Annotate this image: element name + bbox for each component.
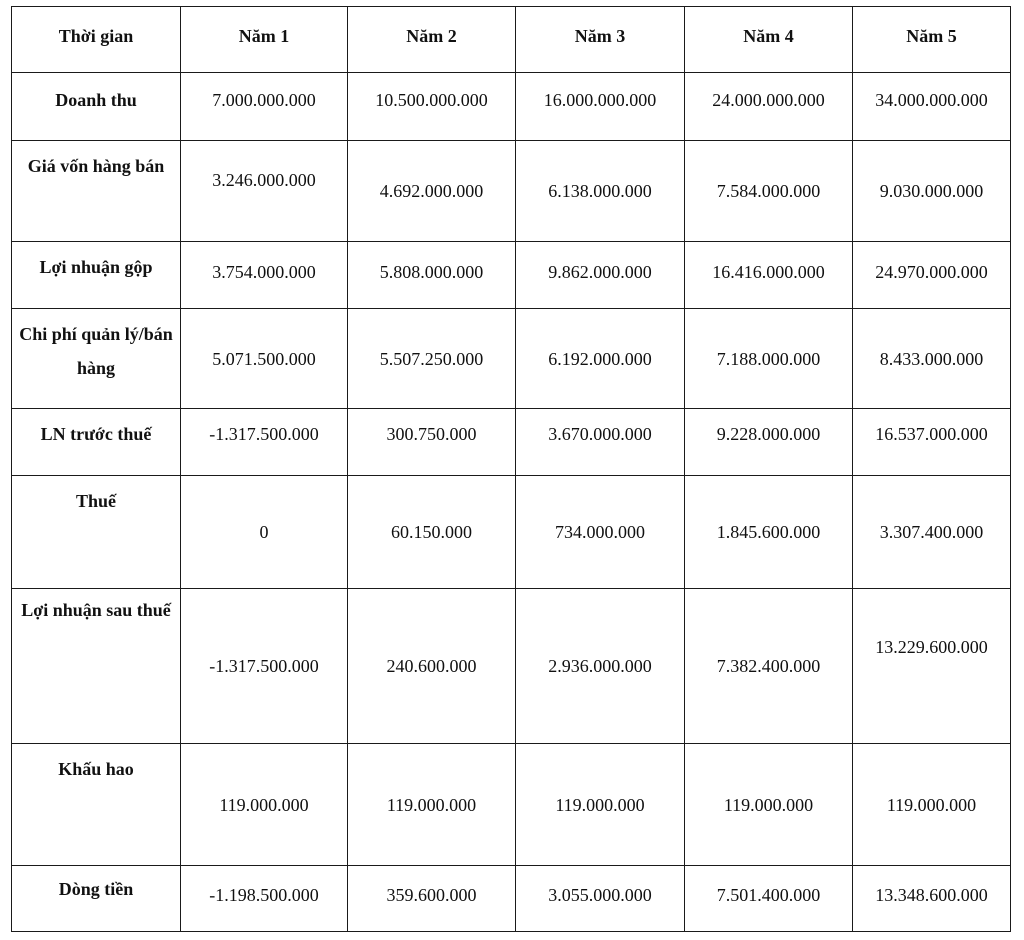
table-cell: 6.138.000.000	[516, 141, 685, 242]
table-cell: 7.501.400.000	[685, 866, 853, 932]
table-cell: 4.692.000.000	[348, 141, 516, 242]
table-cell: 5.808.000.000	[348, 242, 516, 309]
row-label: Giá vốn hàng bán	[12, 141, 181, 242]
table-cell: 8.433.000.000	[853, 309, 1011, 409]
table-cell: 300.750.000	[348, 409, 516, 476]
table-cell: 10.500.000.000	[348, 73, 516, 141]
table-row	[12, 589, 1011, 744]
table-cell: 24.970.000.000	[853, 242, 1011, 309]
table-cell: 119.000.000	[348, 744, 516, 866]
table-cell: 0	[181, 476, 348, 589]
table-cell: 24.000.000.000	[685, 73, 853, 141]
table-cell: 9.228.000.000	[685, 409, 853, 476]
table-cell: 1.845.600.000	[685, 476, 853, 589]
table-cell: -1.317.500.000	[181, 589, 348, 744]
financial-table	[11, 6, 1011, 932]
table-cell: 6.192.000.000	[516, 309, 685, 409]
column-header: Năm 2	[348, 7, 516, 73]
table-cell: 359.600.000	[348, 866, 516, 932]
table-cell: 3.754.000.000	[181, 242, 348, 309]
table-row	[12, 73, 1011, 141]
table-cell: 3.307.400.000	[853, 476, 1011, 589]
table-header-row	[12, 7, 1011, 73]
table-cell: 119.000.000	[181, 744, 348, 866]
column-header: Năm 1	[181, 7, 348, 73]
row-label: Doanh thu	[12, 73, 181, 141]
table-cell: 119.000.000	[516, 744, 685, 866]
table-cell: 5.507.250.000	[348, 309, 516, 409]
table-cell: 3.246.000.000	[181, 141, 348, 242]
table-cell: 3.055.000.000	[516, 866, 685, 932]
table-cell: 16.537.000.000	[853, 409, 1011, 476]
row-label: Thuế	[12, 476, 181, 589]
table-cell: 3.670.000.000	[516, 409, 685, 476]
table-cell: -1.317.500.000	[181, 409, 348, 476]
table-row	[12, 744, 1011, 866]
table-cell: 734.000.000	[516, 476, 685, 589]
row-label: Khấu hao	[12, 744, 181, 866]
table-row	[12, 866, 1011, 932]
table-cell: 7.382.400.000	[685, 589, 853, 744]
row-label: Lợi nhuận gộp	[12, 242, 181, 309]
row-label: Lợi nhuận sau thuế	[12, 589, 181, 744]
table-cell: 7.000.000.000	[181, 73, 348, 141]
table-row	[12, 242, 1011, 309]
table-cell: 16.000.000.000	[516, 73, 685, 141]
table-cell: 9.030.000.000	[853, 141, 1011, 242]
table-cell: 60.150.000	[348, 476, 516, 589]
table-cell: 16.416.000.000	[685, 242, 853, 309]
column-header: Năm 4	[685, 7, 853, 73]
table-cell: 7.584.000.000	[685, 141, 853, 242]
column-header: Thời gian	[12, 7, 181, 73]
table-cell: 9.862.000.000	[516, 242, 685, 309]
table-row	[12, 309, 1011, 409]
table-row	[12, 409, 1011, 476]
table-cell: 240.600.000	[348, 589, 516, 744]
column-header: Năm 5	[853, 7, 1011, 73]
table-cell: 13.229.600.000	[853, 589, 1011, 744]
table-cell: 7.188.000.000	[685, 309, 853, 409]
table-cell: 2.936.000.000	[516, 589, 685, 744]
table-cell: 34.000.000.000	[853, 73, 1011, 141]
row-label: LN trước thuế	[12, 409, 181, 476]
row-label: Dòng tiền	[12, 866, 181, 932]
table-cell: 119.000.000	[685, 744, 853, 866]
table-row	[12, 476, 1011, 589]
table-row	[12, 141, 1011, 242]
table-cell: 5.071.500.000	[181, 309, 348, 409]
row-label: Chi phí quản lý/bán hàng	[12, 309, 181, 409]
table-cell: 119.000.000	[853, 744, 1011, 866]
column-header: Năm 3	[516, 7, 685, 73]
table-cell: -1.198.500.000	[181, 866, 348, 932]
table-cell: 13.348.600.000	[853, 866, 1011, 932]
